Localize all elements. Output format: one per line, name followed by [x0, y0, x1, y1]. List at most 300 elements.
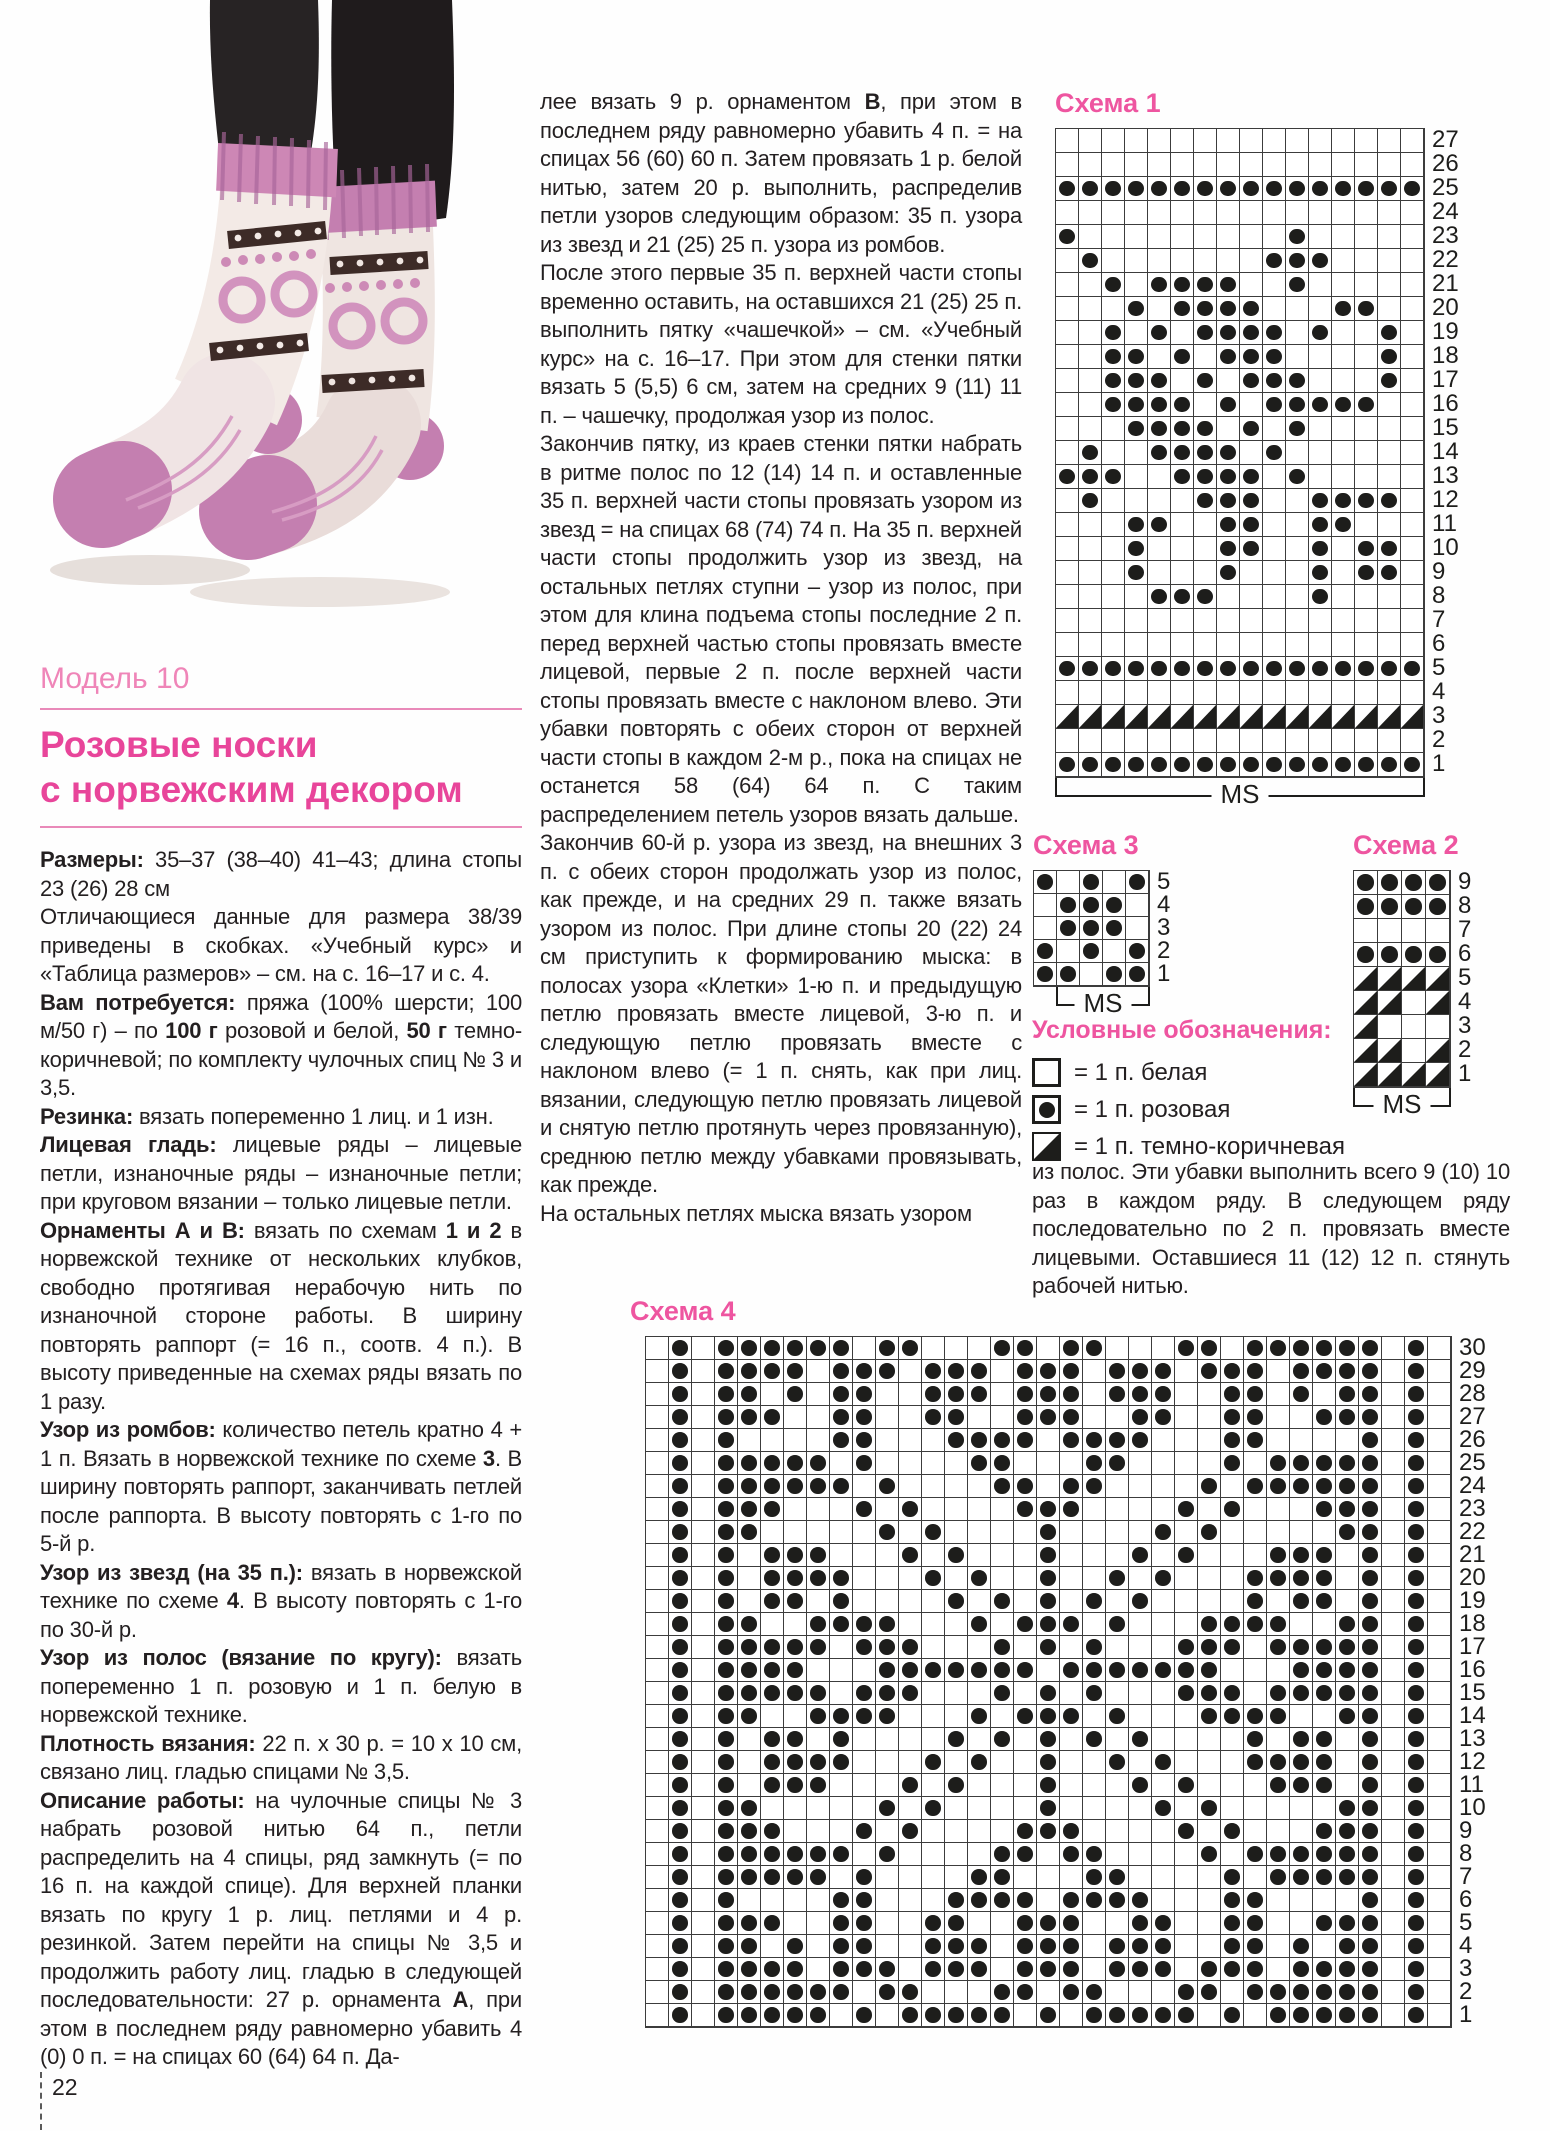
stitch-cell	[1152, 1682, 1175, 1705]
stitch-cell	[922, 2004, 945, 2027]
row-number: 27	[1432, 126, 1459, 153]
stitch-cell	[1309, 681, 1332, 705]
stitch-cell	[1083, 1751, 1106, 1774]
stitch-cell	[1313, 1705, 1336, 1728]
stitch-cell	[646, 1521, 669, 1544]
stitch-cell	[1309, 153, 1332, 177]
stitch-cell	[1244, 1383, 1267, 1406]
stitch-cell	[1217, 681, 1240, 705]
stitch-cell	[1244, 1360, 1267, 1383]
stitch-cell	[784, 1774, 807, 1797]
stitch-cell	[669, 1889, 692, 1912]
stitch-cell	[1378, 871, 1402, 895]
stitch-cell	[899, 1636, 922, 1659]
stitch-cell	[853, 1981, 876, 2004]
stitch-cell	[1428, 1475, 1451, 1498]
stitch-cell	[1148, 177, 1171, 201]
stitch-cell	[1359, 1797, 1382, 1820]
stitch-cell	[1083, 1452, 1106, 1475]
stitch-cell	[1106, 1636, 1129, 1659]
stitch-cell	[1217, 369, 1240, 393]
stitch-cell	[1083, 1590, 1106, 1613]
stitch-cell	[1359, 1728, 1382, 1751]
stitch-cell	[784, 1843, 807, 1866]
stitch-cell	[1152, 1429, 1175, 1452]
stitch-cell	[1405, 1337, 1428, 1360]
stitch-cell	[738, 1774, 761, 1797]
stitch-cell	[1401, 225, 1424, 249]
stitch-cell	[1217, 465, 1240, 489]
stitch-cell	[1079, 585, 1102, 609]
stitch-cell	[991, 1452, 1014, 1475]
stitch-cell	[1267, 1613, 1290, 1636]
stitch-cell	[761, 2004, 784, 2027]
stitch-cell	[1336, 1636, 1359, 1659]
stitch-cell	[1382, 2004, 1405, 2027]
stitch-cell	[1014, 1843, 1037, 1866]
stitch-cell	[876, 1728, 899, 1751]
stitch-cell	[968, 1797, 991, 1820]
stitch-cell	[1080, 894, 1103, 917]
stitch-cell	[968, 1544, 991, 1567]
stitch-cell	[1171, 273, 1194, 297]
stitch-cell	[1037, 1337, 1060, 1360]
stitch-cell	[646, 1475, 669, 1498]
stitch-cell	[1382, 1360, 1405, 1383]
stitch-cell	[968, 1406, 991, 1429]
stitch-cell	[646, 1866, 669, 1889]
stitch-cell	[1354, 943, 1378, 967]
stitch-cell	[1194, 249, 1217, 273]
stitch-cell	[807, 1958, 830, 1981]
stitch-cell	[1056, 537, 1079, 561]
row-number: 17	[1459, 1633, 1486, 1660]
chart-row	[646, 1429, 1451, 1452]
stitch-cell	[1267, 1360, 1290, 1383]
stitch-cell	[1355, 297, 1378, 321]
stitch-cell	[1286, 513, 1309, 537]
stitch-cell	[1037, 1797, 1060, 1820]
row-number: 2	[1432, 726, 1446, 753]
stitch-cell	[1014, 1613, 1037, 1636]
stitch-cell	[1267, 2004, 1290, 2027]
stitch-cell	[1014, 1820, 1037, 1843]
stitch-cell	[738, 1452, 761, 1475]
stitch-cell	[1175, 1636, 1198, 1659]
stitch-cell	[968, 1429, 991, 1452]
paragraph: Размеры: 35–37 (38–40) 41–43; длина стопы 23 (26) 28 см	[40, 847, 523, 901]
stitch-cell	[1336, 1728, 1359, 1751]
stitch-cell	[669, 1659, 692, 1682]
stitch-cell	[784, 1567, 807, 1590]
stitch-cell	[1355, 609, 1378, 633]
stitch-cell	[991, 1360, 1014, 1383]
chart-row	[1056, 753, 1424, 777]
row-number: 24	[1459, 1472, 1486, 1499]
stitch-cell	[1102, 321, 1125, 345]
chart-row	[1056, 465, 1424, 489]
stitch-cell	[1428, 1521, 1451, 1544]
stitch-cell	[1060, 1360, 1083, 1383]
stitch-cell	[692, 1659, 715, 1682]
stitch-cell	[715, 1820, 738, 1843]
stitch-cell	[1244, 1728, 1267, 1751]
stitch-cell	[1267, 1728, 1290, 1751]
stitch-cell	[1286, 681, 1309, 705]
row-number: 5	[1432, 654, 1446, 681]
stitch-cell	[1355, 201, 1378, 225]
stitch-cell	[1428, 1981, 1451, 2004]
legend-item	[1032, 1095, 1510, 1124]
stitch-cell	[1309, 561, 1332, 585]
stitch-cell	[1332, 465, 1355, 489]
stitch-cell	[807, 1590, 830, 1613]
stitch-cell	[1198, 1567, 1221, 1590]
stitch-cell	[738, 1958, 761, 1981]
chart-row	[1354, 991, 1450, 1015]
row-number: 3	[1432, 702, 1446, 729]
stitch-cell	[1309, 225, 1332, 249]
stitch-cell	[1309, 129, 1332, 153]
stitch-cell	[1382, 1406, 1405, 1429]
stitch-cell	[692, 1360, 715, 1383]
stitch-cell	[1056, 297, 1079, 321]
legend-title: Условные обозначения:	[1032, 1016, 1332, 1044]
stitch-cell	[1359, 1843, 1382, 1866]
stitch-cell	[945, 1613, 968, 1636]
stitch-cell	[1382, 1843, 1405, 1866]
row-number: 19	[1432, 318, 1459, 345]
stitch-cell	[1037, 2004, 1060, 2027]
stitch-cell	[1267, 1958, 1290, 1981]
stitch-cell	[1037, 1912, 1060, 1935]
stitch-cell	[1221, 1981, 1244, 2004]
stitch-cell	[899, 1820, 922, 1843]
stitch-cell	[899, 1981, 922, 2004]
stitch-cell	[1332, 249, 1355, 273]
stitch-cell	[1152, 1337, 1175, 1360]
stitch-cell	[1148, 585, 1171, 609]
stitch-cell	[1290, 1981, 1313, 2004]
stitch-cell	[1405, 1912, 1428, 1935]
stitch-cell	[1152, 1797, 1175, 1820]
stitch-cell	[738, 1659, 761, 1682]
stitch-cell	[1102, 345, 1125, 369]
stitch-cell	[1198, 1590, 1221, 1613]
stitch-cell	[761, 1705, 784, 1728]
stitch-cell	[1359, 1981, 1382, 2004]
stitch-cell	[1014, 1429, 1037, 1452]
stitch-cell	[1106, 1475, 1129, 1498]
stitch-cell	[692, 1521, 715, 1544]
stitch-cell	[1079, 393, 1102, 417]
stitch-cell	[1378, 201, 1401, 225]
stitch-cell	[1267, 1659, 1290, 1682]
stitch-cell	[1175, 1475, 1198, 1498]
crop-mark	[40, 2072, 42, 2130]
stitch-cell	[1198, 1452, 1221, 1475]
stitch-cell	[1336, 1567, 1359, 1590]
stitch-cell	[1267, 1590, 1290, 1613]
row-number: 4	[1432, 678, 1446, 705]
stitch-cell	[853, 1958, 876, 1981]
stitch-cell	[1175, 1521, 1198, 1544]
stitch-cell	[945, 1797, 968, 1820]
stitch-cell	[1106, 1521, 1129, 1544]
row-number: 30	[1459, 1334, 1486, 1361]
stitch-cell	[1056, 225, 1079, 249]
stitch-cell	[1240, 729, 1263, 753]
stitch-cell	[991, 1797, 1014, 1820]
stitch-cell	[1060, 1728, 1083, 1751]
stitch-cell	[945, 1337, 968, 1360]
stitch-cell	[1102, 585, 1125, 609]
stitch-cell	[922, 1935, 945, 1958]
stitch-cell	[1083, 1429, 1106, 1452]
stitch-cell	[1244, 1521, 1267, 1544]
stitch-cell	[1079, 753, 1102, 777]
stitch-cell	[1037, 1498, 1060, 1521]
stitch-cell	[1267, 1383, 1290, 1406]
stitch-cell	[1428, 2004, 1451, 2027]
chart-row	[646, 1751, 1451, 1774]
stitch-cell	[922, 1429, 945, 1452]
stitch-cell	[1240, 177, 1263, 201]
row-number: 7	[1458, 916, 1472, 943]
stitch-cell	[761, 1452, 784, 1475]
stitch-cell	[738, 1820, 761, 1843]
stitch-cell	[1106, 1659, 1129, 1682]
stitch-cell	[1428, 1567, 1451, 1590]
stitch-cell	[1148, 537, 1171, 561]
stitch-cell	[1382, 1659, 1405, 1682]
stitch-cell	[991, 1728, 1014, 1751]
stitch-cell	[1263, 753, 1286, 777]
stitch-cell	[1060, 1429, 1083, 1452]
stitch-cell	[1263, 177, 1286, 201]
stitch-cell	[1267, 1797, 1290, 1820]
stitch-cell	[830, 1636, 853, 1659]
row-number: 25	[1459, 1449, 1486, 1476]
stitch-cell	[1378, 729, 1401, 753]
stitch-cell	[991, 1659, 1014, 1682]
stitch-cell	[853, 1636, 876, 1659]
stitch-cell	[784, 1521, 807, 1544]
stitch-cell	[1060, 1774, 1083, 1797]
stitch-cell	[1083, 1567, 1106, 1590]
paragraph: Орнаменты А и В: вязать по схемам 1 и 2 в норвежской технике от нескольких клубков, свободно протягивая нерабочую нить по изнаночной стороне работы. В ширину повторять раппорт (= 16 п., соотв. 4 п.). В высоту приведенные на схемах ряды вязать по 1 разу.	[40, 1217, 522, 1414]
stitch-cell	[1129, 1475, 1152, 1498]
stitch-cell	[669, 1567, 692, 1590]
stitch-cell	[1359, 1935, 1382, 1958]
stitch-cell	[1014, 1590, 1037, 1613]
stitch-cell	[1240, 249, 1263, 273]
stitch-cell	[1401, 345, 1424, 369]
stitch-cell	[1309, 345, 1332, 369]
stitch-cell	[1428, 1429, 1451, 1452]
stitch-cell	[1378, 489, 1401, 513]
stitch-cell	[1332, 321, 1355, 345]
row-number: 1	[1432, 750, 1446, 777]
stitch-cell	[1286, 657, 1309, 681]
stitch-cell	[784, 2004, 807, 2027]
stitch-cell	[876, 1452, 899, 1475]
chart-row	[1034, 894, 1149, 917]
stitch-cell	[715, 1705, 738, 1728]
stitch-cell	[1336, 1843, 1359, 1866]
page-number: 22	[52, 2074, 78, 2100]
stitch-cell	[945, 1498, 968, 1521]
stitch-cell	[853, 1590, 876, 1613]
stitch-cell	[830, 1912, 853, 1935]
stitch-cell	[1152, 1360, 1175, 1383]
stitch-cell	[922, 1360, 945, 1383]
stitch-cell	[784, 1636, 807, 1659]
stitch-cell	[1378, 633, 1401, 657]
stitch-cell	[1378, 297, 1401, 321]
stitch-cell	[1332, 393, 1355, 417]
stitch-cell	[1014, 1797, 1037, 1820]
stitch-cell	[1126, 963, 1149, 986]
stitch-cell	[922, 1636, 945, 1659]
stitch-cell	[1079, 681, 1102, 705]
stitch-cell	[876, 1337, 899, 1360]
stitch-cell	[1405, 1498, 1428, 1521]
stitch-cell	[899, 1383, 922, 1406]
stitch-cell	[1378, 681, 1401, 705]
stitch-cell	[968, 1613, 991, 1636]
row-number: 3	[1458, 1012, 1472, 1039]
row-number: 18	[1459, 1610, 1486, 1637]
stitch-cell	[945, 1659, 968, 1682]
stitch-cell	[1428, 1958, 1451, 1981]
stitch-cell	[1106, 1797, 1129, 1820]
stitch-cell	[646, 1360, 669, 1383]
row-number: 3	[1157, 914, 1171, 941]
chart-grid	[645, 1336, 1452, 2028]
stitch-cell	[1129, 1797, 1152, 1820]
stitch-cell	[1290, 1337, 1313, 1360]
stitch-cell	[1194, 201, 1217, 225]
stitch-cell	[1244, 1475, 1267, 1498]
stitch-cell	[1148, 633, 1171, 657]
stitch-cell	[1313, 1383, 1336, 1406]
stitch-cell	[738, 1406, 761, 1429]
stitch-cell	[1405, 1935, 1428, 1958]
stitch-cell	[1175, 1958, 1198, 1981]
stitch-cell	[830, 1383, 853, 1406]
stitch-cell	[1309, 633, 1332, 657]
stitch-cell	[991, 1567, 1014, 1590]
stitch-cell	[1037, 1613, 1060, 1636]
stitch-cell	[1221, 1912, 1244, 1935]
stitch-cell	[1290, 1935, 1313, 1958]
stitch-cell	[1056, 729, 1079, 753]
stitch-cell	[1267, 1475, 1290, 1498]
stitch-cell	[1332, 585, 1355, 609]
chart-row	[646, 1590, 1451, 1613]
stitch-cell	[715, 1866, 738, 1889]
stitch-cell	[1106, 1889, 1129, 1912]
stitch-cell	[1286, 441, 1309, 465]
stitch-cell	[715, 1475, 738, 1498]
stitch-cell	[761, 1958, 784, 1981]
stitch-cell	[1332, 345, 1355, 369]
stitch-cell	[1313, 1360, 1336, 1383]
stitch-cell	[1037, 1820, 1060, 1843]
stitch-cell	[922, 1567, 945, 1590]
stitch-cell	[1194, 297, 1217, 321]
stitch-cell	[1405, 1774, 1428, 1797]
stitch-cell	[1125, 465, 1148, 489]
stitch-cell	[1125, 705, 1148, 729]
stitch-cell	[1378, 153, 1401, 177]
row-number: 7	[1459, 1863, 1473, 1890]
stitch-cell	[1056, 609, 1079, 633]
stitch-cell	[1290, 1705, 1313, 1728]
stitch-cell	[1106, 1935, 1129, 1958]
stitch-cell	[945, 1429, 968, 1452]
stitch-cell	[1198, 1544, 1221, 1567]
stitch-cell	[1171, 321, 1194, 345]
stitch-cell	[899, 1866, 922, 1889]
paragraph: Резинка: вязать попеременно 1 лиц. и 1 изн.	[40, 1103, 494, 1129]
stitch-cell	[1290, 1636, 1313, 1659]
stitch-cell	[1171, 561, 1194, 585]
stitch-cell	[1102, 249, 1125, 273]
stitch-cell	[1244, 1866, 1267, 1889]
stitch-cell	[899, 1774, 922, 1797]
stitch-cell	[1244, 1498, 1267, 1521]
row-number: 15	[1459, 1679, 1486, 1706]
chart-row	[1056, 225, 1424, 249]
stitch-cell	[1129, 1544, 1152, 1567]
stitch-cell	[1378, 321, 1401, 345]
stitch-cell	[1171, 609, 1194, 633]
stitch-cell	[1332, 753, 1355, 777]
stitch-cell	[807, 1659, 830, 1682]
stitch-cell	[1336, 1935, 1359, 1958]
stitch-cell	[876, 1797, 899, 1820]
stitch-cell	[1102, 633, 1125, 657]
stitch-cell	[692, 1475, 715, 1498]
stitch-cell	[1290, 1429, 1313, 1452]
stitch-cell	[1221, 1636, 1244, 1659]
stitch-cell	[876, 1751, 899, 1774]
stitch-cell	[1175, 1406, 1198, 1429]
stitch-cell	[715, 1728, 738, 1751]
stitch-cell	[968, 1820, 991, 1843]
ms-label: MS	[1212, 779, 1269, 810]
stitch-cell	[669, 1452, 692, 1475]
stitch-cell	[1428, 1544, 1451, 1567]
stitch-cell	[1037, 1636, 1060, 1659]
stitch-cell	[1079, 201, 1102, 225]
row-number: 16	[1459, 1656, 1486, 1683]
stitch-cell	[1056, 513, 1079, 537]
stitch-cell	[1103, 940, 1126, 963]
stitch-cell	[1129, 1429, 1152, 1452]
stitch-cell	[1240, 633, 1263, 657]
stitch-cell	[1332, 201, 1355, 225]
stitch-cell	[1332, 681, 1355, 705]
legend-item-label: = 1 п. белая	[1074, 1058, 1208, 1086]
paragraph: из полос. Эти убавки выполнить всего 9 (10) 10 раз в каждом ряду. В следующем ряду последовательно по 2 п. провязать вместе лицевыми. Оставшиеся 11 (12) 12 п. стянуть рабочей нитью.	[1032, 1159, 1510, 1298]
stitch-cell	[1244, 2004, 1267, 2027]
stitch-cell	[1290, 1728, 1313, 1751]
legend-item-label: = 1 п. розовая	[1074, 1095, 1231, 1123]
stitch-cell	[692, 1958, 715, 1981]
